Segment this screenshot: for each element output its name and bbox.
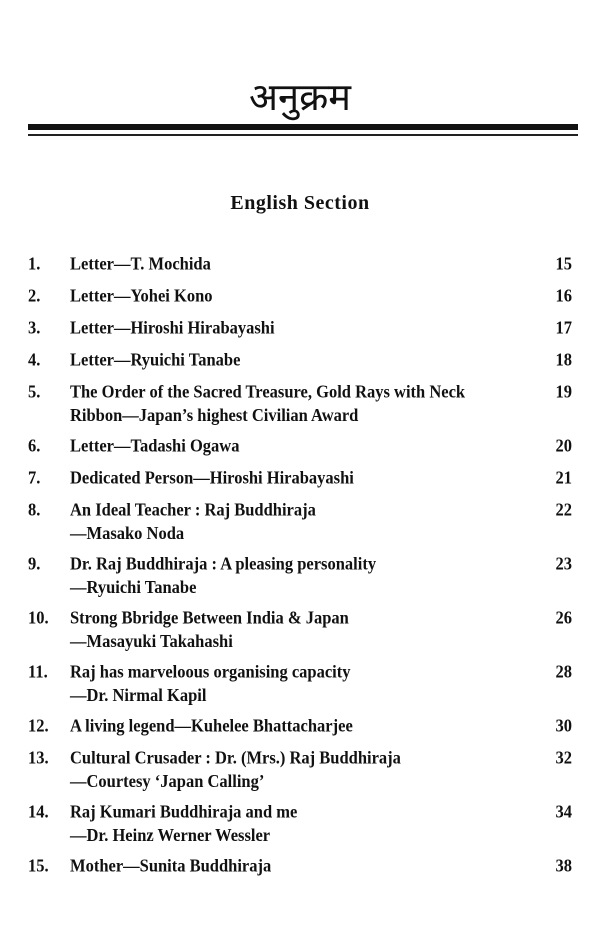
- entry-number: 1.: [28, 253, 41, 274]
- entry-title: [70, 316, 540, 340]
- entry-number: 7.: [28, 467, 41, 488]
- entry-title-line: Ribbon—Japan’s highest Civilian Award: [70, 404, 359, 426]
- entry-title: [70, 552, 540, 600]
- entry-number: 4.: [28, 349, 41, 370]
- entry-page-number: 16: [555, 285, 572, 306]
- entry-title: [70, 466, 540, 490]
- entry-title-line: Raj Kumari Buddhiraja and me: [70, 801, 298, 822]
- heading-rule-thick: [28, 124, 578, 130]
- toc-entry: [0, 746, 600, 794]
- entry-title: [70, 252, 540, 276]
- entry-title: [70, 854, 540, 878]
- entry-title-line: Raj has marveloous organising capacity: [70, 661, 351, 682]
- entry-title-line: A living legend—Kuhelee Bhattacharjee: [70, 715, 353, 736]
- table-of-contents: [0, 252, 600, 886]
- entry-number: 14.: [28, 801, 49, 822]
- entry-page-number: 23: [555, 553, 572, 574]
- entry-number: 10.: [28, 607, 49, 628]
- entry-title: [70, 498, 540, 546]
- toc-entry: [0, 466, 600, 490]
- entry-title-line: —Masayuki Takahashi: [70, 630, 233, 652]
- entry-page-number: 18: [555, 349, 572, 370]
- entry-title: [70, 800, 540, 848]
- entry-page-number: 34: [555, 801, 572, 822]
- entry-title: [70, 746, 540, 794]
- entry-page-number: 20: [555, 435, 572, 456]
- entry-number: 9.: [28, 553, 41, 574]
- entry-title-line: Cultural Crusader : Dr. (Mrs.) Raj Buddhiraja: [70, 747, 401, 768]
- entry-title: [70, 284, 540, 308]
- entry-title-line: —Dr. Nirmal Kapil: [70, 684, 207, 706]
- entry-title-line: —Ryuichi Tanabe: [70, 576, 197, 598]
- toc-entry: [0, 714, 600, 738]
- entry-title-line: The Order of the Sacred Treasure, Gold Rays with Neck: [70, 381, 466, 402]
- entry-page-number: 28: [555, 661, 572, 682]
- entry-title-line: Letter—Tadashi Ogawa: [70, 435, 240, 456]
- entry-title: [70, 606, 540, 654]
- entry-number: 15.: [28, 855, 49, 876]
- entry-title-line: Letter—Ryuichi Tanabe: [70, 349, 241, 370]
- entry-title-line: Dedicated Person—Hiroshi Hirabayashi: [70, 467, 354, 488]
- entry-title-line: Dr. Raj Buddhiraja : A pleasing personality: [70, 553, 377, 574]
- toc-entry: [0, 800, 600, 848]
- entry-page-number: 15: [555, 253, 572, 274]
- entry-page-number: 38: [555, 855, 572, 876]
- entry-page-number: 22: [555, 499, 572, 520]
- entry-number: 8.: [28, 499, 41, 520]
- heading-rule-thin: [28, 134, 578, 136]
- page-heading: अनुक्रम: [248, 75, 352, 119]
- toc-entry: [0, 552, 600, 600]
- entry-page-number: 19: [555, 381, 572, 402]
- entry-page-number: 21: [555, 467, 572, 488]
- toc-entry: [0, 660, 600, 708]
- toc-entry: [0, 434, 600, 458]
- entry-title: [70, 660, 540, 708]
- entry-title: [70, 348, 540, 372]
- entry-title: [70, 714, 540, 738]
- section-title: English Section: [230, 192, 370, 214]
- entry-title: [70, 380, 540, 428]
- toc-entry: [0, 252, 600, 276]
- entry-title-line: An Ideal Teacher : Raj Buddhiraja: [70, 499, 316, 520]
- entry-title-line: Letter—Yohei Kono: [70, 285, 213, 306]
- entry-number: 5.: [28, 381, 41, 402]
- entry-number: 12.: [28, 715, 49, 736]
- entry-title-line: Letter—Hiroshi Hirabayashi: [70, 317, 275, 338]
- entry-number: 6.: [28, 435, 41, 456]
- entry-title-line: Strong Bbridge Between India & Japan: [70, 607, 349, 628]
- toc-entry: [0, 380, 600, 428]
- entry-page-number: 32: [555, 747, 572, 768]
- entry-page-number: 26: [555, 607, 572, 628]
- toc-entry: [0, 348, 600, 372]
- entry-page-number: 17: [555, 317, 572, 338]
- entry-title-line: —Courtesy ‘Japan Calling’: [70, 770, 265, 792]
- entry-number: 11.: [28, 661, 48, 682]
- entry-title: [70, 434, 540, 458]
- entry-number: 13.: [28, 747, 49, 768]
- entry-page-number: 30: [555, 715, 572, 736]
- entry-number: 3.: [28, 317, 41, 338]
- toc-entry: [0, 316, 600, 340]
- toc-entry: [0, 606, 600, 654]
- entry-title-line: —Masako Noda: [70, 522, 185, 544]
- entry-number: 2.: [28, 285, 41, 306]
- toc-entry: [0, 498, 600, 546]
- toc-entry: [0, 284, 600, 308]
- toc-entry: [0, 854, 600, 878]
- entry-title-line: Letter—T. Mochida: [70, 253, 211, 274]
- entry-title-line: —Dr. Heinz Werner Wessler: [70, 824, 271, 846]
- entry-title-line: Mother—Sunita Buddhiraja: [70, 855, 272, 876]
